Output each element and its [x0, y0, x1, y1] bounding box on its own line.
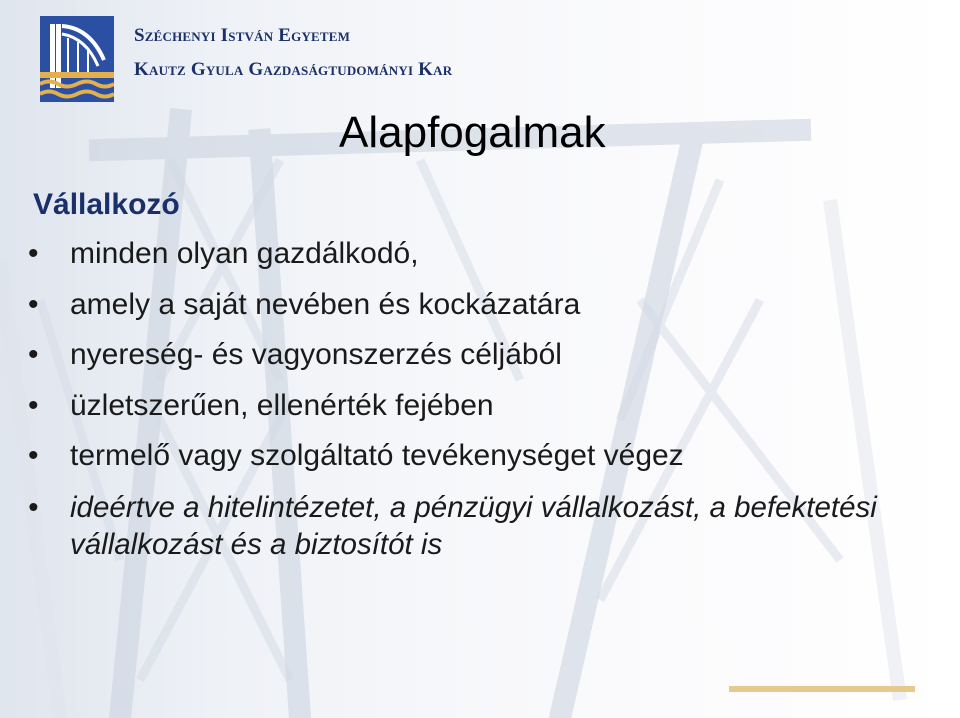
- bullet-text: minden olyan gazdálkodó,: [70, 237, 419, 270]
- bullet-item: [28, 438, 928, 474]
- bullet-item-italic: [28, 489, 928, 563]
- bullet-text: amely a saját nevében és kockázatára: [70, 287, 581, 321]
- section-heading: Vállalkozó: [33, 188, 180, 221]
- university-name: Széchenyi István Egyetem: [134, 25, 351, 46]
- bullet-list: [28, 236, 928, 577]
- faculty-name: Kautz Gyula Gazdaságtudományi Kar: [134, 59, 453, 80]
- bullet-item: [28, 236, 928, 272]
- bullet-item: [28, 388, 928, 424]
- bullet-marker: •: [28, 439, 39, 472]
- bullet-marker: •: [28, 338, 39, 371]
- bullet-marker: •: [28, 490, 39, 524]
- slide-title: Alapfogalmak: [339, 108, 606, 157]
- bullet-text: ideértve a hitelintézetet, a pénzügyi vállalkozást, a befektetési vállalkozást és a biztosítót is: [70, 490, 877, 561]
- bullet-text: nyereség- és vagyonszerzés céljából: [70, 338, 562, 371]
- bullet-text: termelő vagy szolgáltató tevékenységet végez: [70, 439, 684, 472]
- bullet-marker: •: [28, 287, 39, 321]
- bullet-marker: •: [28, 237, 39, 270]
- bullet-marker: •: [28, 388, 39, 422]
- accent-bar: [729, 686, 915, 692]
- bullet-item: [28, 337, 928, 373]
- bullet-item: [28, 287, 928, 323]
- university-logo-icon: [40, 16, 114, 102]
- bullet-text: üzletszerűen, ellenérték fejében: [70, 388, 494, 422]
